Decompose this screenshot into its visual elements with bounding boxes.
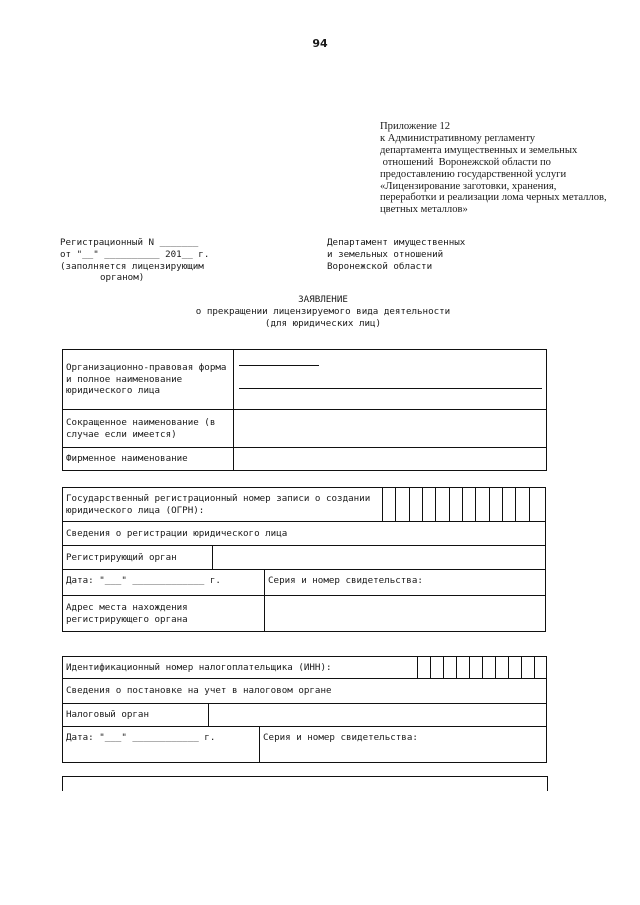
appendix-line: переработки и реализации лома черных металлов,: [380, 192, 607, 204]
tax-body-label: Налоговый орган: [63, 704, 209, 727]
ogrn-digit-box[interactable]: [516, 488, 529, 522]
ogrn-digit-box[interactable]: [502, 488, 515, 522]
ogrn-digit-box[interactable]: [396, 488, 409, 522]
title-subject: о прекращении лицензируемого вида деятельности: [195, 305, 451, 317]
inn-digit-box[interactable]: [444, 657, 457, 679]
registration-certificate-field[interactable]: Серия и номер свидетельства:: [265, 570, 546, 596]
org-form-field[interactable]: [234, 350, 547, 410]
inn-digit-box[interactable]: [522, 657, 535, 679]
title-main: ЗАЯВЛЕНИЕ: [298, 294, 348, 305]
registration-block: [60, 237, 209, 284]
tax-body-field[interactable]: [209, 704, 547, 727]
section-state-registration: [62, 487, 546, 632]
inn-digit-box[interactable]: [496, 657, 509, 679]
ogrn-digit-box[interactable]: [476, 488, 489, 522]
tax-date-field[interactable]: Дата: "___" ____________ г.: [63, 727, 260, 763]
registering-body-field[interactable]: [212, 546, 545, 570]
registration-number: Регистрационный N _______: [60, 237, 199, 248]
ogrn-label: Государственный регистрационный номер записи о создании юридического лица (ОГРН):: [63, 488, 383, 522]
org-form-label: Организационно-правовая форма и полное наименование юридического лица: [63, 350, 234, 410]
tax-certificate-field[interactable]: Серия и номер свидетельства:: [260, 727, 547, 763]
registration-info-label: Сведения о регистрации юридического лица: [63, 522, 546, 546]
registering-body-address-label: Адрес места нахождения регистрирующего органа: [63, 596, 265, 632]
appendix-line: к Административному регламенту: [380, 132, 536, 144]
title-applicant-type: (для юридических лиц): [264, 317, 382, 329]
appendix-line: отношений Воронежской области по: [380, 156, 551, 168]
brand-name-label: Фирменное наименование: [63, 448, 234, 471]
ogrn-digit-box[interactable]: [449, 488, 462, 522]
ogrn-digit-box[interactable]: [382, 488, 395, 522]
short-name-field[interactable]: [234, 410, 547, 448]
inn-digit-box[interactable]: [483, 657, 496, 679]
ogrn-digit-box[interactable]: [422, 488, 435, 522]
document-title: [0, 294, 640, 329]
department-block: [327, 237, 465, 272]
appendix-line: «Лицензирование заготовки, хранения,: [380, 180, 557, 192]
appendix-header: [380, 121, 630, 216]
page-number: 94: [312, 37, 328, 50]
department-line: Воронежской области: [327, 260, 433, 272]
inn-digit-box[interactable]: [418, 657, 431, 679]
brand-name-field[interactable]: [234, 448, 547, 471]
registration-date-field[interactable]: Дата: "___" _____________ г.: [63, 570, 265, 596]
inn-digit-box[interactable]: [535, 657, 547, 679]
appendix-line: Приложение 12: [380, 121, 451, 132]
section-tax-registration: [62, 656, 547, 763]
ogrn-digit-box[interactable]: [529, 488, 545, 522]
ogrn-digit-box[interactable]: [436, 488, 449, 522]
section-org-names: [62, 349, 547, 471]
department-line: и земельных отношений: [327, 248, 444, 260]
ogrn-digit-box[interactable]: [409, 488, 422, 522]
registration-note: (заполняется лицензирующим: [60, 260, 204, 272]
ogrn-digit-box[interactable]: [462, 488, 475, 522]
registering-body-address-field[interactable]: [265, 596, 546, 632]
appendix-line: предоставлению государственной услуги: [380, 168, 567, 180]
inn-digit-box[interactable]: [457, 657, 470, 679]
inn-digit-box[interactable]: [470, 657, 483, 679]
inn-digit-box[interactable]: [431, 657, 444, 679]
ogrn-digit-box[interactable]: [489, 488, 502, 522]
registration-date: от "__" __________ 201__ г.: [60, 248, 210, 260]
registering-body-label: Регистрирующий орган: [63, 546, 213, 570]
appendix-line: департамента имущественных и земельных: [380, 144, 578, 156]
inn-label: Идентификационный номер налогоплательщика (ИНН):: [63, 657, 418, 679]
tax-registration-label: Сведения о постановке на учет в налоговом органе: [63, 679, 547, 704]
registration-note-cont: органом): [100, 272, 145, 284]
appendix-line: цветных металлов»: [380, 204, 468, 216]
department-line: Департамент имущественных: [327, 237, 466, 248]
short-name-label: Сокращенное наименование (в случае если имеется): [63, 410, 234, 448]
inn-digit-box[interactable]: [509, 657, 522, 679]
next-section-frame: [62, 776, 548, 791]
